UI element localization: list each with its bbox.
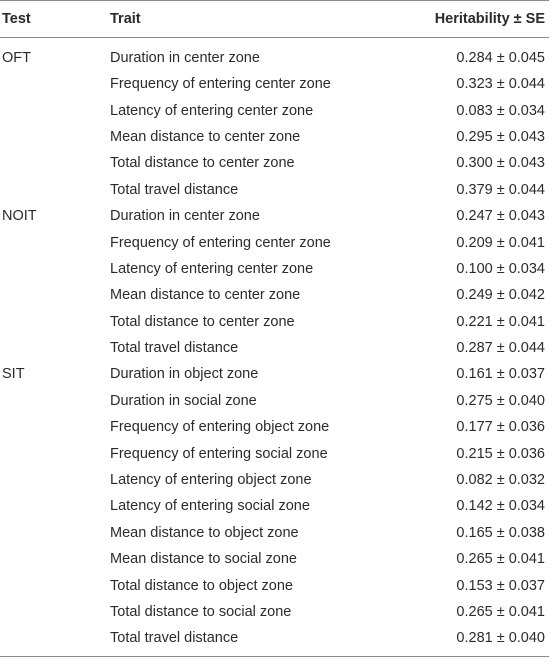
test-cell: OFT [2,50,31,66]
heritability-cell: 0.295 ± 0.043 [456,128,545,145]
test-cell [0,493,110,519]
test-cell [0,520,110,546]
trait-cell: Total distance to center zone [110,313,295,330]
trait-cell: Mean distance to social zone [110,551,297,568]
heritability-cell: 0.209 ± 0.041 [456,234,545,251]
trait-cell: Latency of entering center zone [110,260,314,277]
heritability-cell: 0.100 ± 0.034 [456,260,545,277]
test-cell [0,572,110,598]
trait-cell: Total distance to center zone [110,155,295,172]
column-header-trait: Trait [110,1,380,38]
table-row [0,361,549,387]
test-cell: NOIT [2,208,37,225]
trait-cell: Frequency of entering object zone [110,419,330,436]
test-cell [0,229,110,255]
table-row [0,572,549,598]
heritability-cell: 0.177 ± 0.036 [456,419,545,436]
heritability-cell: 0.281 ± 0.040 [380,625,549,656]
heritability-cell: 0.284 ± 0.045 [456,50,545,66]
test-cell [0,599,110,625]
table-row [0,229,549,255]
table-row [0,520,549,546]
test-cell [0,282,110,308]
test-cell [0,625,110,656]
table-row [0,625,549,656]
table-row [0,124,549,150]
table-row [0,467,549,493]
table-row [0,97,549,123]
header-row [0,1,549,38]
heritability-cell: 0.265 ± 0.041 [456,604,545,620]
trait-cell: Latency of entering social zone [110,498,310,515]
trait-cell: Frequency of entering social zone [110,445,328,462]
test-cell [0,150,110,176]
trait-cell: Total travel distance [110,181,239,198]
test-cell [0,97,110,123]
table-row [0,177,549,203]
trait-cell: Frequency of entering center zone [110,76,331,93]
heritability-cell: 0.215 ± 0.036 [456,445,545,462]
trait-cell: Duration in social zone [110,392,257,409]
trait-cell: Duration in center zone [110,50,260,66]
table-row [0,38,549,72]
test-cell [0,124,110,150]
test-cell [0,177,110,203]
table-row [0,150,549,176]
heritability-cell: 0.275 ± 0.040 [456,392,545,409]
test-cell [0,546,110,572]
trait-cell: Frequency of entering center zone [110,234,331,251]
test-cell [0,440,110,466]
test-cell [0,467,110,493]
table-row [0,256,549,282]
trait-cell: Mean distance to center zone [110,287,301,304]
table-row [0,71,549,97]
trait-cell: Total distance to object zone [110,577,293,594]
trait-cell: Duration in center zone [110,208,260,225]
heritability-cell: 0.161 ± 0.037 [456,366,545,383]
heritability-cell: 0.265 ± 0.041 [456,551,545,568]
test-cell [0,388,110,414]
heritability-cell: 0.247 ± 0.043 [456,208,545,225]
trait-cell: Latency of entering center zone [110,102,314,119]
test-cell: SIT [2,366,25,383]
trait-cell: Total distance to social zone [110,604,292,620]
table-row [0,599,549,625]
heritability-cell: 0.379 ± 0.044 [456,181,545,198]
table-row [0,493,549,519]
heritability-cell: 0.165 ± 0.038 [456,524,545,541]
trait-cell: Latency of entering object zone [110,472,312,489]
heritability-cell: 0.221 ± 0.041 [456,313,545,330]
test-cell [0,256,110,282]
heritability-cell: 0.153 ± 0.037 [456,577,545,594]
test-cell [0,309,110,335]
trait-cell: Total travel distance [110,625,380,656]
table-row [0,282,549,308]
table-body [0,38,549,657]
heritability-cell: 0.083 ± 0.034 [456,102,545,119]
heritability-cell: 0.323 ± 0.044 [456,76,545,93]
column-header-test: Test [0,1,110,38]
column-header-heritability: Heritability ± SE [380,1,549,38]
table-row [0,335,549,361]
trait-cell: Total travel distance [110,340,239,357]
heritability-cell: 0.082 ± 0.032 [456,472,545,489]
table-header [0,1,549,38]
trait-cell: Mean distance to object zone [110,524,299,541]
table-row [0,546,549,572]
table-row [0,203,549,229]
test-cell [0,335,110,361]
trait-cell: Duration in object zone [110,366,259,383]
heritability-cell: 0.142 ± 0.034 [456,498,545,515]
heritability-cell: 0.300 ± 0.043 [456,155,545,172]
test-cell [0,414,110,440]
table-row [0,414,549,440]
table-row [0,309,549,335]
heritability-cell: 0.249 ± 0.042 [456,287,545,304]
trait-cell: Mean distance to center zone [110,128,301,145]
table-row [0,440,549,466]
heritability-cell: 0.287 ± 0.044 [456,340,545,357]
table-row [0,388,549,414]
test-cell [0,71,110,97]
